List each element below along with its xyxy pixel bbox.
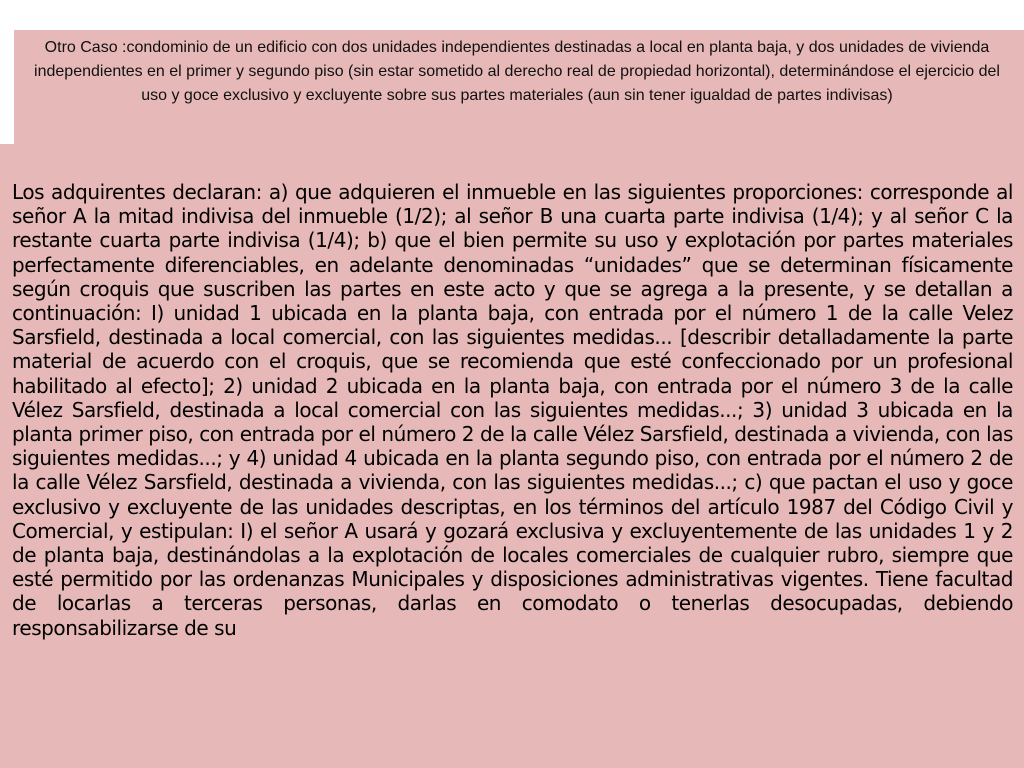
left-margin-strip xyxy=(0,30,14,144)
slide-title: Otro Caso :condominio de un edificio con dos unidades independientes destinadas a local en planta baja, y dos unidades de vivienda independientes en el primer y segundo piso (sin estar sometido al derecho real de propiedad horizontal), determinándose el ejercicio del uso y goce exclusivo y excluyente sobre sus partes materiales (aun sin tener igualdad de partes indivisas) xyxy=(34,39,1000,104)
slide-body-text: Los adquirentes declaran: a) que adquieren el inmueble en las siguientes proporciones: corresponde al señor A la mitad indivisa del inmueble (1/2); al señor B una cuarta parte indivisa (1/4); y al señor C la restante cuarta parte indivisa (1/4); b) que el bien permite su uso y explotación por partes materiales perfectamente diferenciables, en adelante denominadas “unidades” que se determinan físicamente según croquis que suscriben las partes en este acto y que se agrega a la presente, y se detallan a continuación: I) unidad 1 ubicada en la planta baja, con entrada por el número 1 de la calle Velez Sarsfield, destinada a local comercial, con las siguientes medidas... [describir detalladamente la parte material de acuerdo con el croquis, que se recomienda que esté confeccionado por un profesional habilitado al efecto]; 2) unidad 2 ubicada en la planta baja, con entrada por el número 3 de la calle Vélez Sarsfield, destinada a local comercial con las siguientes medidas...; 3) unidad 3 ubicada en la planta primer piso, con entrada por el número 2 de la calle Vélez Sarsfield, destinada a vivienda, con las siguientes medidas...; y 4) unidad 4 ubicada en la planta segundo piso, con entrada por el número 2 de la calle Vélez Sarsfield, destinada a vivienda, con las siguientes medidas...; c) que pactan el uso y goce exclusivo y excluyente de las unidades descriptas, en los términos del artículo 1987 del Código Civil y Comercial, y estipulan: I) el señor A usará y gozará exclusiva y excluyentemente de las unidades 1 y 2 de planta baja, destinándolas a la explotación de locales comerciales de cualquier rubro, siempre que esté permitido por las ordenanzas Municipales y disposiciones administrativas vigentes. Tiene facultad de locarlas a terceras personas, darlas en comodato o tenerlas desocupadas, debiendo responsabilizarse de su xyxy=(12,180,1013,640)
top-margin-strip xyxy=(0,0,1024,30)
